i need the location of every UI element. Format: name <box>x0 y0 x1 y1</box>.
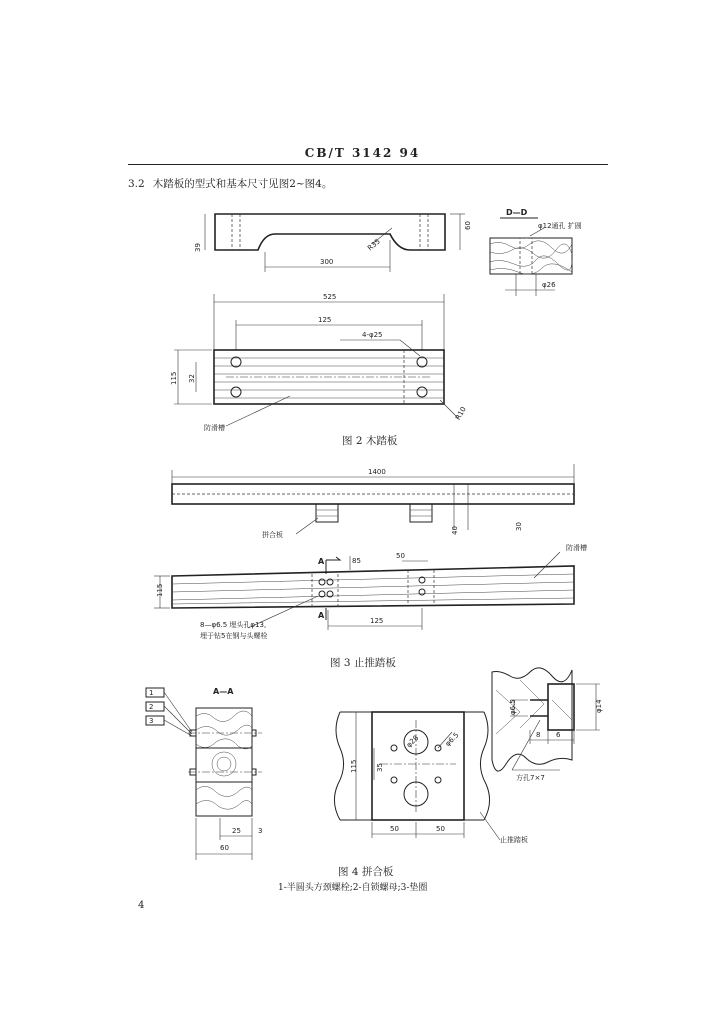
fig2-dim-115: 115 <box>170 371 178 385</box>
fig4-dim-phi6: φ6.5 <box>509 699 517 715</box>
fig2-caption: 图 2 木踏板 <box>342 435 398 447</box>
fig2-dim-300: 300 <box>320 258 334 266</box>
fig3-note-holes: 8—φ6.5 埋头孔φ13, <box>200 621 267 629</box>
fig4-dim-phi28: φ28 <box>405 733 421 750</box>
fig4-dim-8: 8 <box>536 731 541 739</box>
fig3-plan <box>154 543 587 640</box>
fig3-label-a-bottom: A <box>318 611 325 620</box>
fig3-dim-50: 50 <box>396 552 405 560</box>
fig4-dim-50a: 50 <box>390 825 399 833</box>
section-number: 3.2 <box>128 178 145 190</box>
fig3-dim-85: 85 <box>352 557 361 565</box>
page-number: 4 <box>138 900 145 911</box>
fig2-dim-125: 125 <box>318 316 332 324</box>
fig4-dim-phi14: φ14 <box>595 699 603 713</box>
fig3-dim-40: 40 <box>451 526 459 535</box>
fig4-dim-25: 25 <box>232 827 241 835</box>
fig2-hole-label: 4-φ25 <box>362 331 383 339</box>
fig4-dim-115: 115 <box>350 759 358 773</box>
fig4-section-title: A—A <box>213 687 234 696</box>
fig4-section-aa <box>146 687 262 860</box>
fig3-dim-1400: 1400 <box>368 468 386 476</box>
fig2-section-label: φ12通孔 扩圆 <box>538 222 582 230</box>
fig2-plan <box>170 293 468 432</box>
fig4-part-2: 2 <box>149 703 154 711</box>
fig3-groove-label: 防滑槽 <box>566 544 587 552</box>
fig2-section-title: D—D <box>506 208 528 217</box>
fig2-section-dd <box>490 208 582 296</box>
fig4-dim-60: 60 <box>220 844 229 852</box>
fig2-dim-60: 60 <box>464 221 472 230</box>
fig4-plate-plan <box>334 712 528 844</box>
section-text: 木踏板的型式和基本尺寸见图2~图4。 <box>152 178 333 190</box>
fig3-splice-label: 拼合板 <box>262 531 283 539</box>
fig2-dim-r35: R35 <box>366 237 382 253</box>
fig3-elevation <box>172 464 574 539</box>
fig4-part-3: 3 <box>149 717 154 725</box>
fig4-bolt-detail <box>492 668 603 782</box>
fig4-part-1: 1 <box>149 689 154 697</box>
fig2-section-dim: φ26 <box>542 281 556 289</box>
fig2-dim-r10: R10 <box>454 405 468 422</box>
fig4-dim-3: 3 <box>258 827 263 835</box>
fig2-dim-525: 525 <box>323 293 337 301</box>
fig4-legend: 1-半圆头方颈螺栓;2-自锁螺母;3-垫圈 <box>278 883 428 893</box>
fig4-caption: 图 4 拼合板 <box>338 866 394 878</box>
fig3-dim-125: 125 <box>370 617 384 625</box>
fig4-plate-label: 止推踏板 <box>500 836 528 844</box>
fig4-dim-50b: 50 <box>436 825 445 833</box>
fig4-square-label: 方孔7×7 <box>516 774 545 782</box>
fig2-dim-32: 32 <box>188 374 196 383</box>
fig3-dim-30: 30 <box>515 522 523 531</box>
fig2-elevation <box>194 214 472 272</box>
fig2-groove-label: 防滑槽 <box>204 424 225 432</box>
fig4-dim-35: 35 <box>376 763 384 772</box>
fig3-dim-115: 115 <box>156 583 164 597</box>
page-header: CB/T 3142 94 <box>304 146 421 160</box>
fig4-dim-phi65: φ6.5 <box>443 731 461 748</box>
fig4-dim-6: 6 <box>556 731 561 739</box>
fig3-caption: 图 3 止推踏板 <box>330 657 396 669</box>
fig2-dim-39: 39 <box>194 243 202 252</box>
fig3-label-a-top: A <box>318 557 325 566</box>
fig3-note-bolt: 埋于钻5在钢与头螺栓 <box>200 632 268 640</box>
